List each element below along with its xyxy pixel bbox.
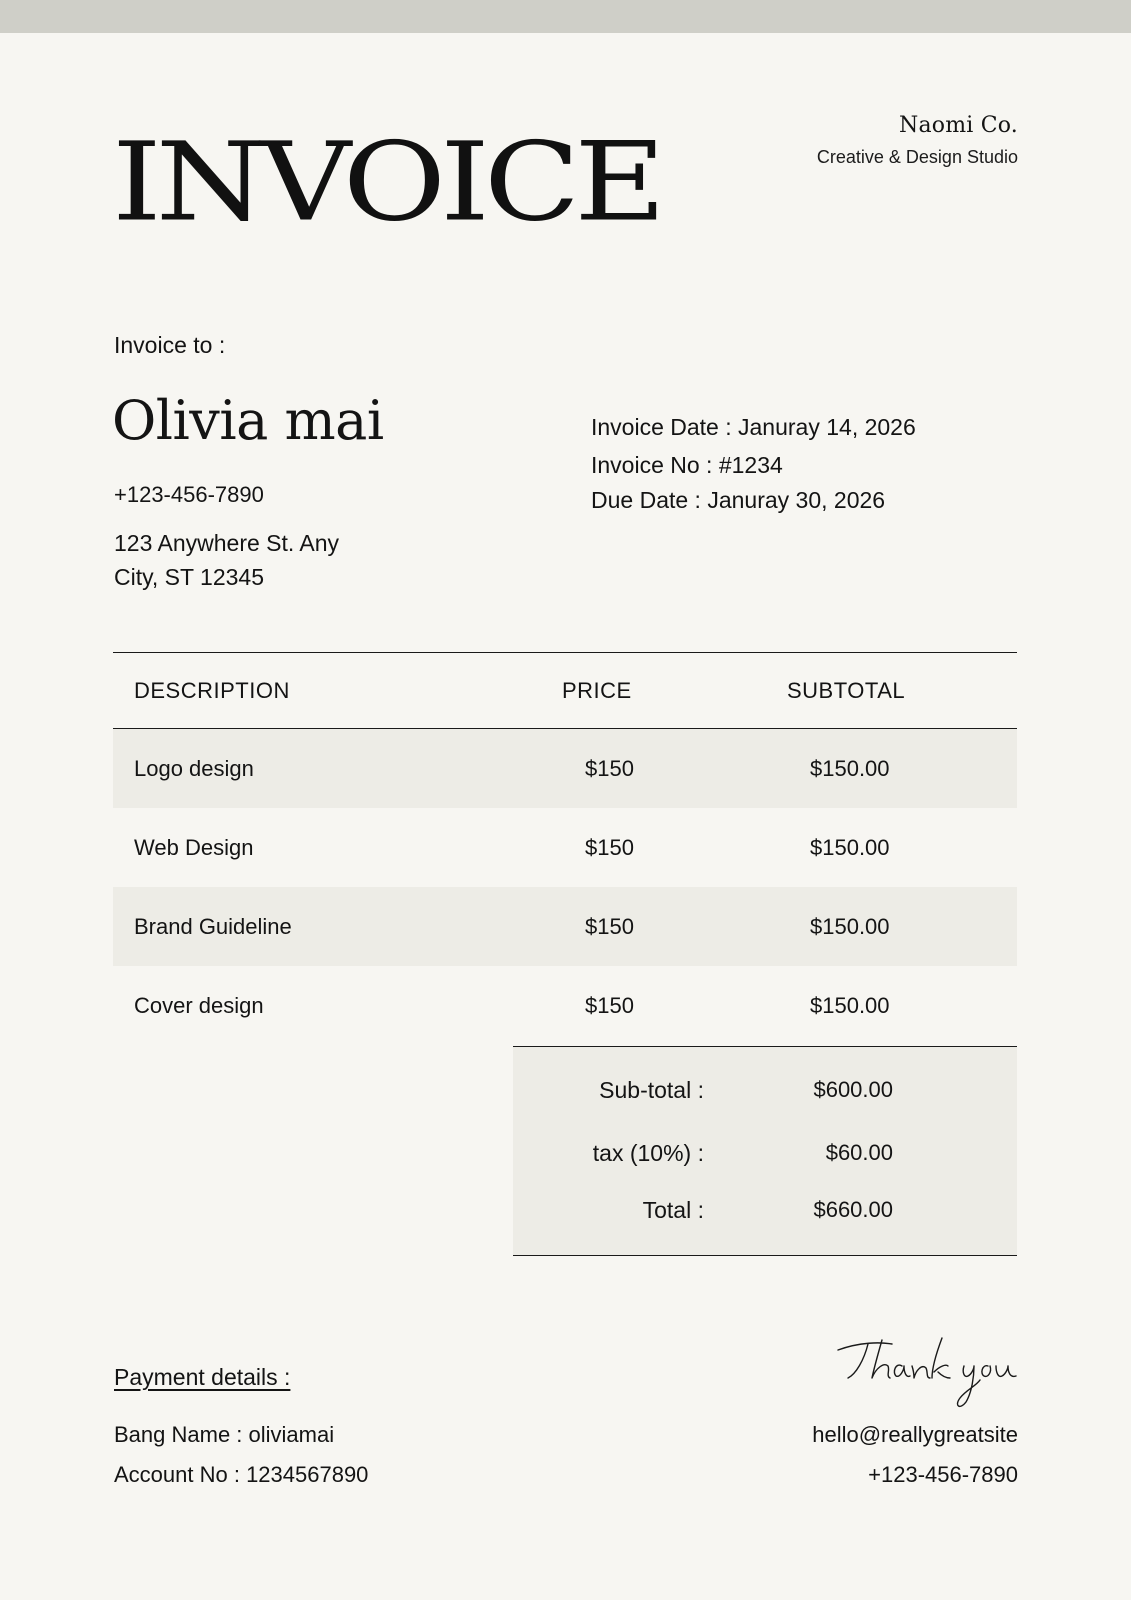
invoice-to-label: Invoice to : [114, 332, 226, 358]
row-subtotal: $150.00 [810, 756, 890, 781]
payment-details-title: Payment details : [114, 1364, 291, 1390]
tax-label: tax (10%) : [592, 1140, 704, 1166]
table-row [113, 808, 1017, 887]
brand-tagline: Creative & Design Studio [816, 147, 1018, 167]
thank-you-signature [830, 1332, 1020, 1412]
row-description: Cover design [134, 993, 264, 1018]
row-price: $150 [585, 914, 634, 939]
top-color-band [0, 0, 1131, 33]
row-price: $150 [585, 756, 634, 781]
contact-phone: +123-456-7890 [868, 1462, 1018, 1487]
row-subtotal: $150.00 [810, 993, 890, 1018]
totals-bottom-rule [513, 1255, 1017, 1256]
header-subtotal: SUBTOTAL [787, 678, 906, 703]
invoice-number: Invoice No : #1234 [591, 452, 783, 478]
total-label: Total : [642, 1197, 704, 1223]
row-subtotal: $150.00 [810, 914, 890, 939]
subtotal-label: Sub-total : [599, 1077, 704, 1103]
client-name: Olivia mai [112, 389, 384, 452]
table-row [113, 887, 1017, 966]
row-price: $150 [585, 993, 634, 1018]
brand-name: Naomi Co. [899, 113, 1018, 138]
client-address-line1: 123 Anywhere St. Any [114, 530, 340, 556]
client-address [114, 526, 339, 594]
client-address-line2: City, ST 12345 [114, 564, 265, 590]
client-phone: +123-456-7890 [114, 482, 264, 507]
thank-you-text: Thank you [830, 1332, 835, 1333]
totals-box [513, 1047, 1017, 1255]
tax-value: $60.00 [825, 1140, 893, 1165]
table-header [113, 653, 1017, 728]
account-number: Account No : 1234567890 [114, 1462, 369, 1487]
row-subtotal: $150.00 [810, 835, 890, 860]
invoice-title: INVOICE [112, 118, 661, 246]
total-value: $660.00 [813, 1197, 893, 1222]
line-items-table [113, 652, 1017, 1045]
subtotal-value: $600.00 [813, 1077, 893, 1102]
header-description: DESCRIPTION [134, 678, 290, 703]
row-description: Web Design [134, 835, 254, 860]
row-description: Logo design [134, 756, 254, 781]
row-description: Brand Guideline [134, 914, 292, 939]
table-row [113, 729, 1017, 808]
contact-email: hello@reallygreatsite [812, 1422, 1018, 1447]
bank-name: Bang Name : oliviamai [114, 1422, 335, 1447]
header-price: PRICE [562, 678, 632, 703]
invoice-date: Invoice Date : Januray 14, 2026 [591, 414, 916, 440]
due-date: Due Date : Januray 30, 2026 [591, 487, 886, 513]
table-row [113, 966, 1017, 1045]
row-price: $150 [585, 835, 634, 860]
